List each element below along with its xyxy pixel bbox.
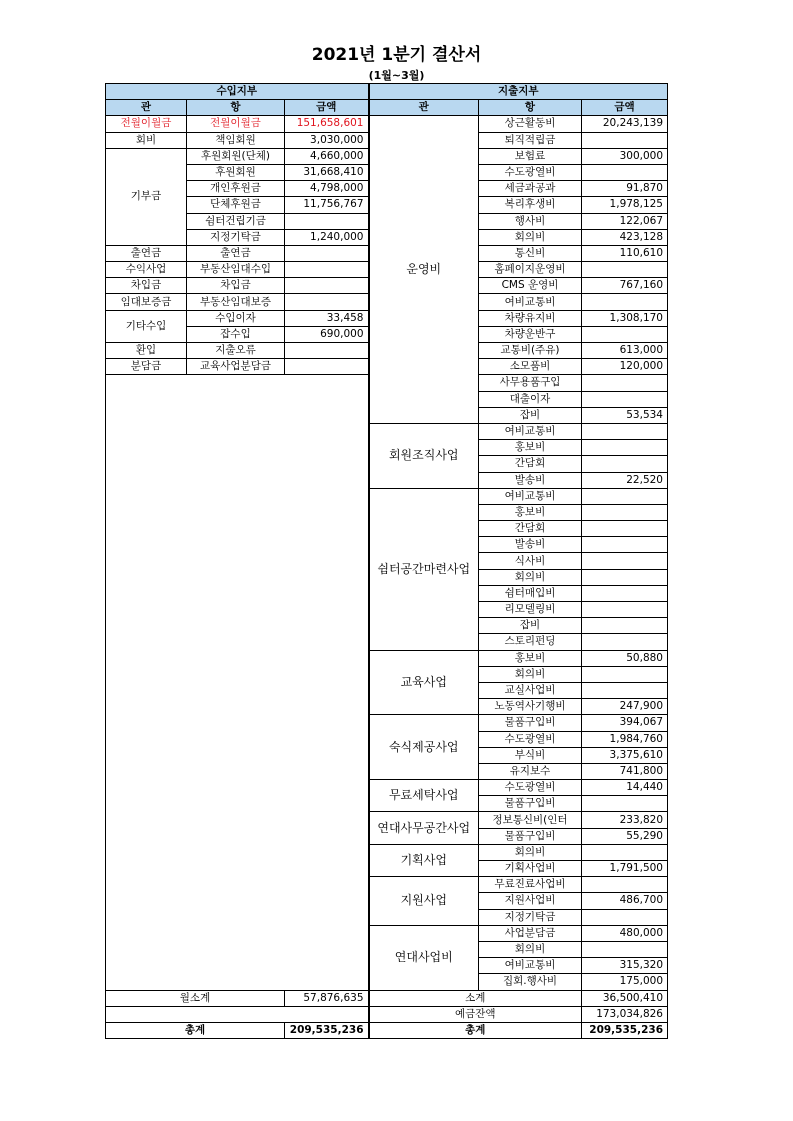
income-gwan-cell: 수익사업 bbox=[106, 262, 187, 278]
expense-amount-cell: 55,290 bbox=[582, 828, 668, 844]
expense-col-hang: 항 bbox=[479, 100, 582, 116]
expense-amount-cell bbox=[582, 262, 668, 278]
expense-hang-cell: 복리후생비 bbox=[479, 197, 582, 213]
table-body bbox=[106, 116, 668, 990]
expense-hang-cell: 지원사업비 bbox=[479, 893, 582, 909]
expense-gwan-cell: 숙식제공사업 bbox=[369, 715, 479, 780]
deposit-value: 173,034,826 bbox=[582, 1006, 668, 1022]
settlement-table bbox=[105, 83, 668, 1039]
expense-amount-cell: 394,067 bbox=[582, 715, 668, 731]
expense-gwan-cell: 연대사무공간사업 bbox=[369, 812, 479, 844]
expense-amount-cell bbox=[582, 569, 668, 585]
expense-hang-cell: 집회.행사비 bbox=[479, 974, 582, 990]
expense-hang-cell: 통신비 bbox=[479, 245, 582, 261]
income-amount-cell: 4,798,000 bbox=[285, 181, 369, 197]
income-gwan-cell: 환입 bbox=[106, 343, 187, 359]
expense-amount-cell: 247,900 bbox=[582, 699, 668, 715]
expense-hang-cell: 교통비(주유) bbox=[479, 343, 582, 359]
expense-gwan-cell: 회원조직사업 bbox=[369, 423, 479, 488]
expense-hang-cell: 여비교통비 bbox=[479, 958, 582, 974]
income-hang-cell: 출연금 bbox=[187, 245, 285, 261]
table-row bbox=[106, 116, 668, 132]
expense-amount-cell bbox=[582, 877, 668, 893]
expense-gwan-cell: 쉼터공간마련사업 bbox=[369, 488, 479, 650]
expense-hang-cell: 여비교통비 bbox=[479, 488, 582, 504]
expense-hang-cell: 홍보비 bbox=[479, 504, 582, 520]
income-amount-cell bbox=[285, 294, 369, 310]
report-title: 2021년 1분기 결산서 bbox=[311, 45, 482, 65]
income-section-header: 수입지부 bbox=[106, 84, 369, 100]
expense-amount-cell bbox=[582, 618, 668, 634]
expense-hang-cell: 간담회 bbox=[479, 456, 582, 472]
expense-hang-cell: 홍보비 bbox=[479, 440, 582, 456]
expense-amount-cell: 122,067 bbox=[582, 213, 668, 229]
expense-amount-cell: 613,000 bbox=[582, 343, 668, 359]
expense-amount-cell: 175,000 bbox=[582, 974, 668, 990]
income-col-amount: 금액 bbox=[285, 100, 369, 116]
expense-amount-cell: 3,375,610 bbox=[582, 747, 668, 763]
expense-amount-cell bbox=[582, 796, 668, 812]
income-hang-cell: 전월이월금 bbox=[187, 116, 285, 132]
expense-hang-cell: 소모품비 bbox=[479, 359, 582, 375]
expense-amount-cell bbox=[582, 326, 668, 342]
expense-amount-cell bbox=[582, 521, 668, 537]
expense-gwan-cell: 무료세탁사업 bbox=[369, 780, 479, 812]
income-hang-cell: 지출오류 bbox=[187, 343, 285, 359]
income-gwan-cell: 전월이월금 bbox=[106, 116, 187, 132]
monthly-subtotal-value: 57,876,635 bbox=[285, 990, 369, 1006]
expense-hang-cell: 보험료 bbox=[479, 148, 582, 164]
income-gwan-cell: 회비 bbox=[106, 132, 187, 148]
expense-hang-cell: 유지보수 bbox=[479, 763, 582, 779]
income-gwan-cell: 분담금 bbox=[106, 359, 187, 375]
expense-amount-cell: 1,308,170 bbox=[582, 310, 668, 326]
expense-hang-cell: 식사비 bbox=[479, 553, 582, 569]
expense-hang-cell: 차량유지비 bbox=[479, 310, 582, 326]
expense-hang-cell: 홍보비 bbox=[479, 650, 582, 666]
expense-section-header: 지출지부 bbox=[369, 84, 668, 100]
expense-amount-cell: 53,534 bbox=[582, 407, 668, 423]
expense-hang-cell: 회의비 bbox=[479, 229, 582, 245]
income-total-label: 총계 bbox=[106, 1022, 285, 1038]
expense-gwan-cell: 기획사업 bbox=[369, 844, 479, 876]
expense-total-label: 총계 bbox=[369, 1022, 582, 1038]
income-hang-cell: 후원회원 bbox=[187, 164, 285, 180]
expense-hang-cell: 부식비 bbox=[479, 747, 582, 763]
expense-hang-cell: 퇴직적립금 bbox=[479, 132, 582, 148]
expense-hang-cell: 교실사업비 bbox=[479, 682, 582, 698]
expense-hang-cell: 쉼터매입비 bbox=[479, 585, 582, 601]
expense-hang-cell: 수도광열비 bbox=[479, 780, 582, 796]
expense-amount-cell: 233,820 bbox=[582, 812, 668, 828]
expense-amount-cell bbox=[582, 682, 668, 698]
income-amount-cell bbox=[285, 343, 369, 359]
expense-hang-cell: 사업분담금 bbox=[479, 925, 582, 941]
income-hang-cell: 부동산임대보증 bbox=[187, 294, 285, 310]
deposit-label: 예금잔액 bbox=[369, 1006, 582, 1022]
income-amount-cell: 31,668,410 bbox=[285, 164, 369, 180]
expense-hang-cell: 상근활동비 bbox=[479, 116, 582, 132]
expense-hang-cell: 물품구입비 bbox=[479, 715, 582, 731]
expense-amount-cell bbox=[582, 909, 668, 925]
income-hang-cell: 수입이자 bbox=[187, 310, 285, 326]
expense-col-amount: 금액 bbox=[582, 100, 668, 116]
expense-hang-cell: 물품구입비 bbox=[479, 828, 582, 844]
expense-hang-cell: 수도광열비 bbox=[479, 164, 582, 180]
income-amount-cell: 11,756,767 bbox=[285, 197, 369, 213]
expense-amount-cell bbox=[582, 504, 668, 520]
income-gwan-cell: 기타수입 bbox=[106, 310, 187, 342]
report-period: (1월~3월) bbox=[368, 69, 425, 82]
expense-amount-cell bbox=[582, 488, 668, 504]
income-amount-cell: 4,660,000 bbox=[285, 148, 369, 164]
expense-hang-cell: 발송비 bbox=[479, 472, 582, 488]
expense-amount-cell: 480,000 bbox=[582, 925, 668, 941]
income-amount-cell: 151,658,601 bbox=[285, 116, 369, 132]
expense-amount-cell: 50,880 bbox=[582, 650, 668, 666]
expense-hang-cell: 세금과공과 bbox=[479, 181, 582, 197]
expense-hang-cell: 회의비 bbox=[479, 569, 582, 585]
expense-amount-cell bbox=[582, 844, 668, 860]
expense-amount-cell bbox=[582, 132, 668, 148]
expense-amount-cell bbox=[582, 941, 668, 957]
subtotal-value: 36,500,410 bbox=[582, 990, 668, 1006]
expense-amount-cell bbox=[582, 602, 668, 618]
expense-amount-cell bbox=[582, 294, 668, 310]
expense-hang-cell: CMS 운영비 bbox=[479, 278, 582, 294]
expense-amount-cell bbox=[582, 375, 668, 391]
expense-amount-cell: 767,160 bbox=[582, 278, 668, 294]
expense-amount-cell: 741,800 bbox=[582, 763, 668, 779]
expense-hang-cell: 노동역사기행비 bbox=[479, 699, 582, 715]
expense-amount-cell: 423,128 bbox=[582, 229, 668, 245]
expense-amount-cell: 120,000 bbox=[582, 359, 668, 375]
expense-amount-cell bbox=[582, 634, 668, 650]
expense-amount-cell bbox=[582, 391, 668, 407]
income-amount-cell bbox=[285, 213, 369, 229]
expense-hang-cell: 대출이자 bbox=[479, 391, 582, 407]
expense-amount-cell: 91,870 bbox=[582, 181, 668, 197]
income-amount-cell: 33,458 bbox=[285, 310, 369, 326]
expense-hang-cell: 지정기탁금 bbox=[479, 909, 582, 925]
expense-hang-cell: 기획사업비 bbox=[479, 861, 582, 877]
expense-amount-cell bbox=[582, 666, 668, 682]
income-col-hang: 항 bbox=[187, 100, 285, 116]
expense-hang-cell: 정보통신비(인터 bbox=[479, 812, 582, 828]
income-amount-cell: 3,030,000 bbox=[285, 132, 369, 148]
expense-hang-cell: 물품구입비 bbox=[479, 796, 582, 812]
expense-amount-cell: 300,000 bbox=[582, 148, 668, 164]
expense-amount-cell bbox=[582, 440, 668, 456]
expense-gwan-cell: 지원사업 bbox=[369, 877, 479, 926]
income-gwan-cell: 기부금 bbox=[106, 148, 187, 245]
income-gwan-cell: 임대보증금 bbox=[106, 294, 187, 310]
expense-col-gwan: 관 bbox=[369, 100, 479, 116]
expense-hang-cell: 발송비 bbox=[479, 537, 582, 553]
expense-amount-cell bbox=[582, 585, 668, 601]
expense-amount-cell: 486,700 bbox=[582, 893, 668, 909]
expense-amount-cell bbox=[582, 164, 668, 180]
monthly-subtotal-label: 월소계 bbox=[106, 990, 285, 1006]
expense-hang-cell: 회의비 bbox=[479, 666, 582, 682]
income-amount-cell bbox=[285, 359, 369, 375]
expense-hang-cell: 행사비 bbox=[479, 213, 582, 229]
expense-hang-cell: 간담회 bbox=[479, 521, 582, 537]
income-gwan-cell: 출연금 bbox=[106, 245, 187, 261]
income-hang-cell: 교육사업분담금 bbox=[187, 359, 285, 375]
expense-hang-cell: 무료진료사업비 bbox=[479, 877, 582, 893]
income-amount-cell: 1,240,000 bbox=[285, 229, 369, 245]
income-amount-cell bbox=[285, 245, 369, 261]
expense-amount-cell bbox=[582, 537, 668, 553]
expense-amount-cell: 1,984,760 bbox=[582, 731, 668, 747]
expense-amount-cell bbox=[582, 553, 668, 569]
income-hang-cell: 쉼터건립기금 bbox=[187, 213, 285, 229]
expense-total-value: 209,535,236 bbox=[582, 1022, 668, 1038]
income-amount-cell bbox=[285, 262, 369, 278]
expense-amount-cell bbox=[582, 456, 668, 472]
income-hang-cell: 잡수입 bbox=[187, 326, 285, 342]
expense-amount-cell: 14,440 bbox=[582, 780, 668, 796]
expense-hang-cell: 스토리펀딩 bbox=[479, 634, 582, 650]
income-hang-cell: 단체후원금 bbox=[187, 197, 285, 213]
expense-hang-cell: 여비교통비 bbox=[479, 423, 582, 439]
expense-hang-cell: 수도광열비 bbox=[479, 731, 582, 747]
expense-hang-cell: 회의비 bbox=[479, 941, 582, 957]
income-total-value: 209,535,236 bbox=[285, 1022, 369, 1038]
income-hang-cell: 부동산임대수입 bbox=[187, 262, 285, 278]
expense-hang-cell: 회의비 bbox=[479, 844, 582, 860]
expense-amount-cell: 1,978,125 bbox=[582, 197, 668, 213]
expense-hang-cell: 홈페이지운영비 bbox=[479, 262, 582, 278]
expense-hang-cell: 잡비 bbox=[479, 407, 582, 423]
expense-amount-cell: 110,610 bbox=[582, 245, 668, 261]
income-hang-cell: 후원회원(단체) bbox=[187, 148, 285, 164]
income-hang-cell: 지정기탁금 bbox=[187, 229, 285, 245]
income-col-gwan: 관 bbox=[106, 100, 187, 116]
expense-amount-cell: 1,791,500 bbox=[582, 861, 668, 877]
income-hang-cell: 개인후원금 bbox=[187, 181, 285, 197]
income-amount-cell: 690,000 bbox=[285, 326, 369, 342]
empty-cell bbox=[106, 1006, 369, 1022]
expense-hang-cell: 리모델링비 bbox=[479, 602, 582, 618]
expense-gwan-cell: 연대사업비 bbox=[369, 925, 479, 990]
expense-gwan-cell: 운영비 bbox=[369, 116, 479, 424]
expense-amount-cell bbox=[582, 423, 668, 439]
income-gwan-cell: 차입금 bbox=[106, 278, 187, 294]
expense-hang-cell: 사무용품구입 bbox=[479, 375, 582, 391]
expense-amount-cell: 20,243,139 bbox=[582, 116, 668, 132]
income-empty-area bbox=[106, 375, 369, 990]
expense-amount-cell: 315,320 bbox=[582, 958, 668, 974]
income-hang-cell: 차입금 bbox=[187, 278, 285, 294]
expense-hang-cell: 여비교통비 bbox=[479, 294, 582, 310]
expense-gwan-cell: 교육사업 bbox=[369, 650, 479, 715]
income-amount-cell bbox=[285, 278, 369, 294]
expense-amount-cell: 22,520 bbox=[582, 472, 668, 488]
expense-hang-cell: 차량운반구 bbox=[479, 326, 582, 342]
subtotal-label: 소계 bbox=[369, 990, 582, 1006]
expense-hang-cell: 잡비 bbox=[479, 618, 582, 634]
income-hang-cell: 책임회원 bbox=[187, 132, 285, 148]
